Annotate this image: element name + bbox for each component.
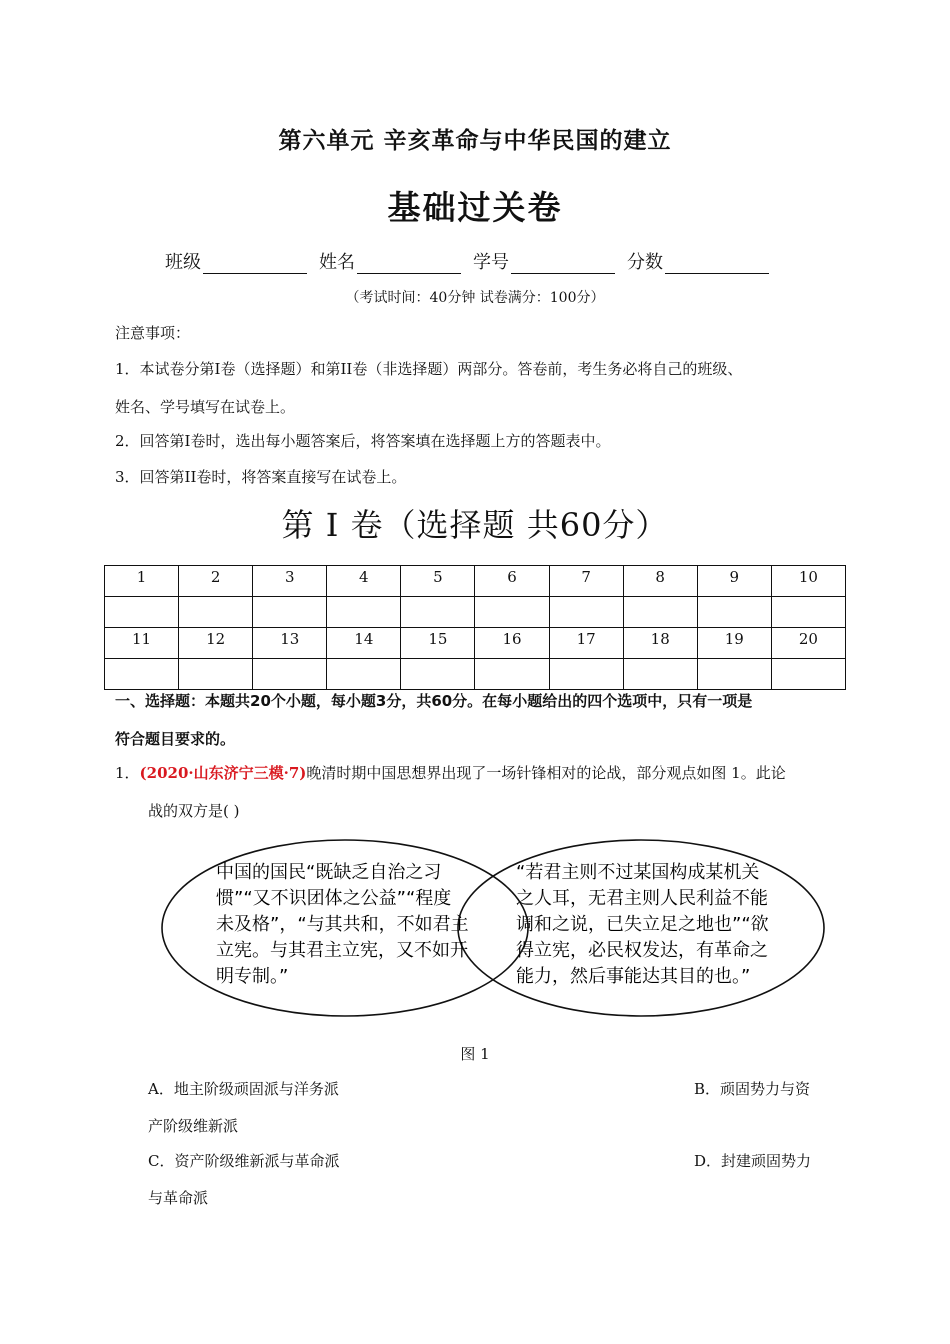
exam-info: （考试时间：40分钟 试卷满分：100分）: [345, 290, 605, 306]
answer-number: 8: [623, 566, 697, 597]
question-number: 1．: [115, 764, 140, 782]
answer-number: 5: [401, 566, 475, 597]
question-intro-line1: 一、选择题：本题共20个小题，每小题3分，共60分。在每小题给出的四个选项中，只有一项是: [115, 692, 753, 710]
answer-blank-row-1: [105, 597, 846, 628]
answer-number: 9: [697, 566, 771, 597]
answer-number-row-2: [105, 628, 846, 659]
right-bubble-line: “若君主则不过某国构成某机关: [516, 862, 760, 883]
name-blank[interactable]: [357, 253, 461, 274]
answer-cell[interactable]: [105, 597, 179, 628]
student-id-field[interactable]: 学号: [473, 248, 615, 274]
right-bubble-line: 调和之说，已失立足之地也”“欲: [516, 914, 769, 935]
unit-title: 第六单元 辛亥革命与中华民国的建立: [278, 128, 672, 154]
answer-number: 10: [771, 566, 845, 597]
left-bubble-line: 惯”“又不识团体之公益”“程度: [216, 888, 452, 909]
right-bubble-line: 之人耳，无君主则人民利益不能: [516, 888, 768, 909]
answer-number: 16: [475, 628, 549, 659]
answer-number: 6: [475, 566, 549, 597]
notice-item-3: 3．回答第II卷时，将答案直接写在试卷上。: [115, 468, 407, 486]
answer-cell[interactable]: [401, 659, 475, 690]
student-id-blank[interactable]: [511, 253, 615, 274]
answer-number: 15: [401, 628, 475, 659]
class-field[interactable]: 班级: [165, 248, 307, 274]
option-c[interactable]: C．资产阶级维新派与革命派: [148, 1152, 340, 1170]
answer-number: 14: [327, 628, 401, 659]
class-blank[interactable]: [203, 253, 307, 274]
answer-cell[interactable]: [623, 659, 697, 690]
left-bubble-line: 未及格”，“与其共和，不如君主: [216, 914, 469, 935]
answer-number: 2: [179, 566, 253, 597]
answer-cell[interactable]: [623, 597, 697, 628]
answer-table: [104, 565, 846, 690]
answer-blank-row-2: [105, 659, 846, 690]
answer-number: 7: [549, 566, 623, 597]
answer-number-row-1: [105, 566, 846, 597]
answer-cell[interactable]: [327, 597, 401, 628]
notice-item-2: 2．回答第I卷时，选出每小题答案后，将答案填在选择题上方的答题表中。: [115, 432, 611, 450]
question-text: 晚清时期中国思想界出现了一场针锋相对的论战，部分观点如图 1。此论: [306, 764, 786, 782]
notice-item-1: 1．本试卷分第I卷（选择题）和第II卷（非选择题）两部分。答卷前，考生务必将自己的班级、: [115, 360, 743, 378]
option-b[interactable]: B．顽固势力与资: [694, 1080, 811, 1098]
answer-cell[interactable]: [327, 659, 401, 690]
option-d[interactable]: D．封建顽固势力: [694, 1152, 812, 1170]
left-bubble-line: 立宪。与其君主立宪，又不如开: [216, 940, 468, 961]
question-1-line2: 战的双方是( ): [148, 802, 240, 820]
right-bubble-line: 能力，然后事能达其目的也。”: [516, 966, 751, 987]
option-d-continued: 与革命派: [148, 1189, 209, 1207]
notice-item-1-cont: 姓名、学号填写在试卷上。: [115, 398, 296, 416]
venn-figure: [160, 838, 826, 1018]
answer-cell[interactable]: [401, 597, 475, 628]
answer-cell[interactable]: [475, 597, 549, 628]
answer-number: 4: [327, 566, 401, 597]
left-bubble-line: 明专制。”: [216, 966, 289, 987]
answer-cell[interactable]: [179, 597, 253, 628]
answer-number: 19: [697, 628, 771, 659]
score-blank[interactable]: [665, 253, 769, 274]
answer-cell[interactable]: [771, 597, 845, 628]
answer-number: 1: [105, 566, 179, 597]
question-1-line1: [115, 762, 786, 783]
name-field[interactable]: 姓名: [319, 248, 461, 274]
figure-caption: 图 1: [460, 1045, 490, 1063]
answer-cell[interactable]: [697, 659, 771, 690]
answer-cell[interactable]: [771, 659, 845, 690]
answer-cell[interactable]: [549, 659, 623, 690]
answer-number: 12: [179, 628, 253, 659]
answer-cell[interactable]: [475, 659, 549, 690]
answer-cell[interactable]: [253, 597, 327, 628]
option-a[interactable]: A．地主阶级顽固派与洋务派: [148, 1080, 339, 1098]
main-title: 基础过关卷: [387, 188, 563, 227]
answer-cell[interactable]: [697, 597, 771, 628]
answer-number: 11: [105, 628, 179, 659]
answer-cell[interactable]: [253, 659, 327, 690]
answer-number: 13: [253, 628, 327, 659]
answer-cell[interactable]: [105, 659, 179, 690]
section-title: 第 I 卷（选择题 共60分）: [281, 506, 669, 544]
option-b-continued: 产阶级维新派: [148, 1117, 239, 1135]
answer-cell[interactable]: [179, 659, 253, 690]
student-info-row: [165, 248, 781, 274]
question-intro-line2: 符合题目要求的。: [115, 730, 236, 748]
answer-number: 3: [253, 566, 327, 597]
answer-cell[interactable]: [549, 597, 623, 628]
notice-heading: 注意事项：: [115, 324, 191, 342]
answer-number: 20: [771, 628, 845, 659]
answer-number: 18: [623, 628, 697, 659]
answer-number: 17: [549, 628, 623, 659]
left-bubble-line: 中国的国民“既缺乏自治之习: [216, 862, 442, 883]
question-source: (2020·山东济宁三模·7): [139, 764, 307, 782]
right-bubble-line: 得立宪，必民权发达，有革命之: [516, 940, 768, 961]
score-field[interactable]: 分数: [627, 248, 769, 274]
